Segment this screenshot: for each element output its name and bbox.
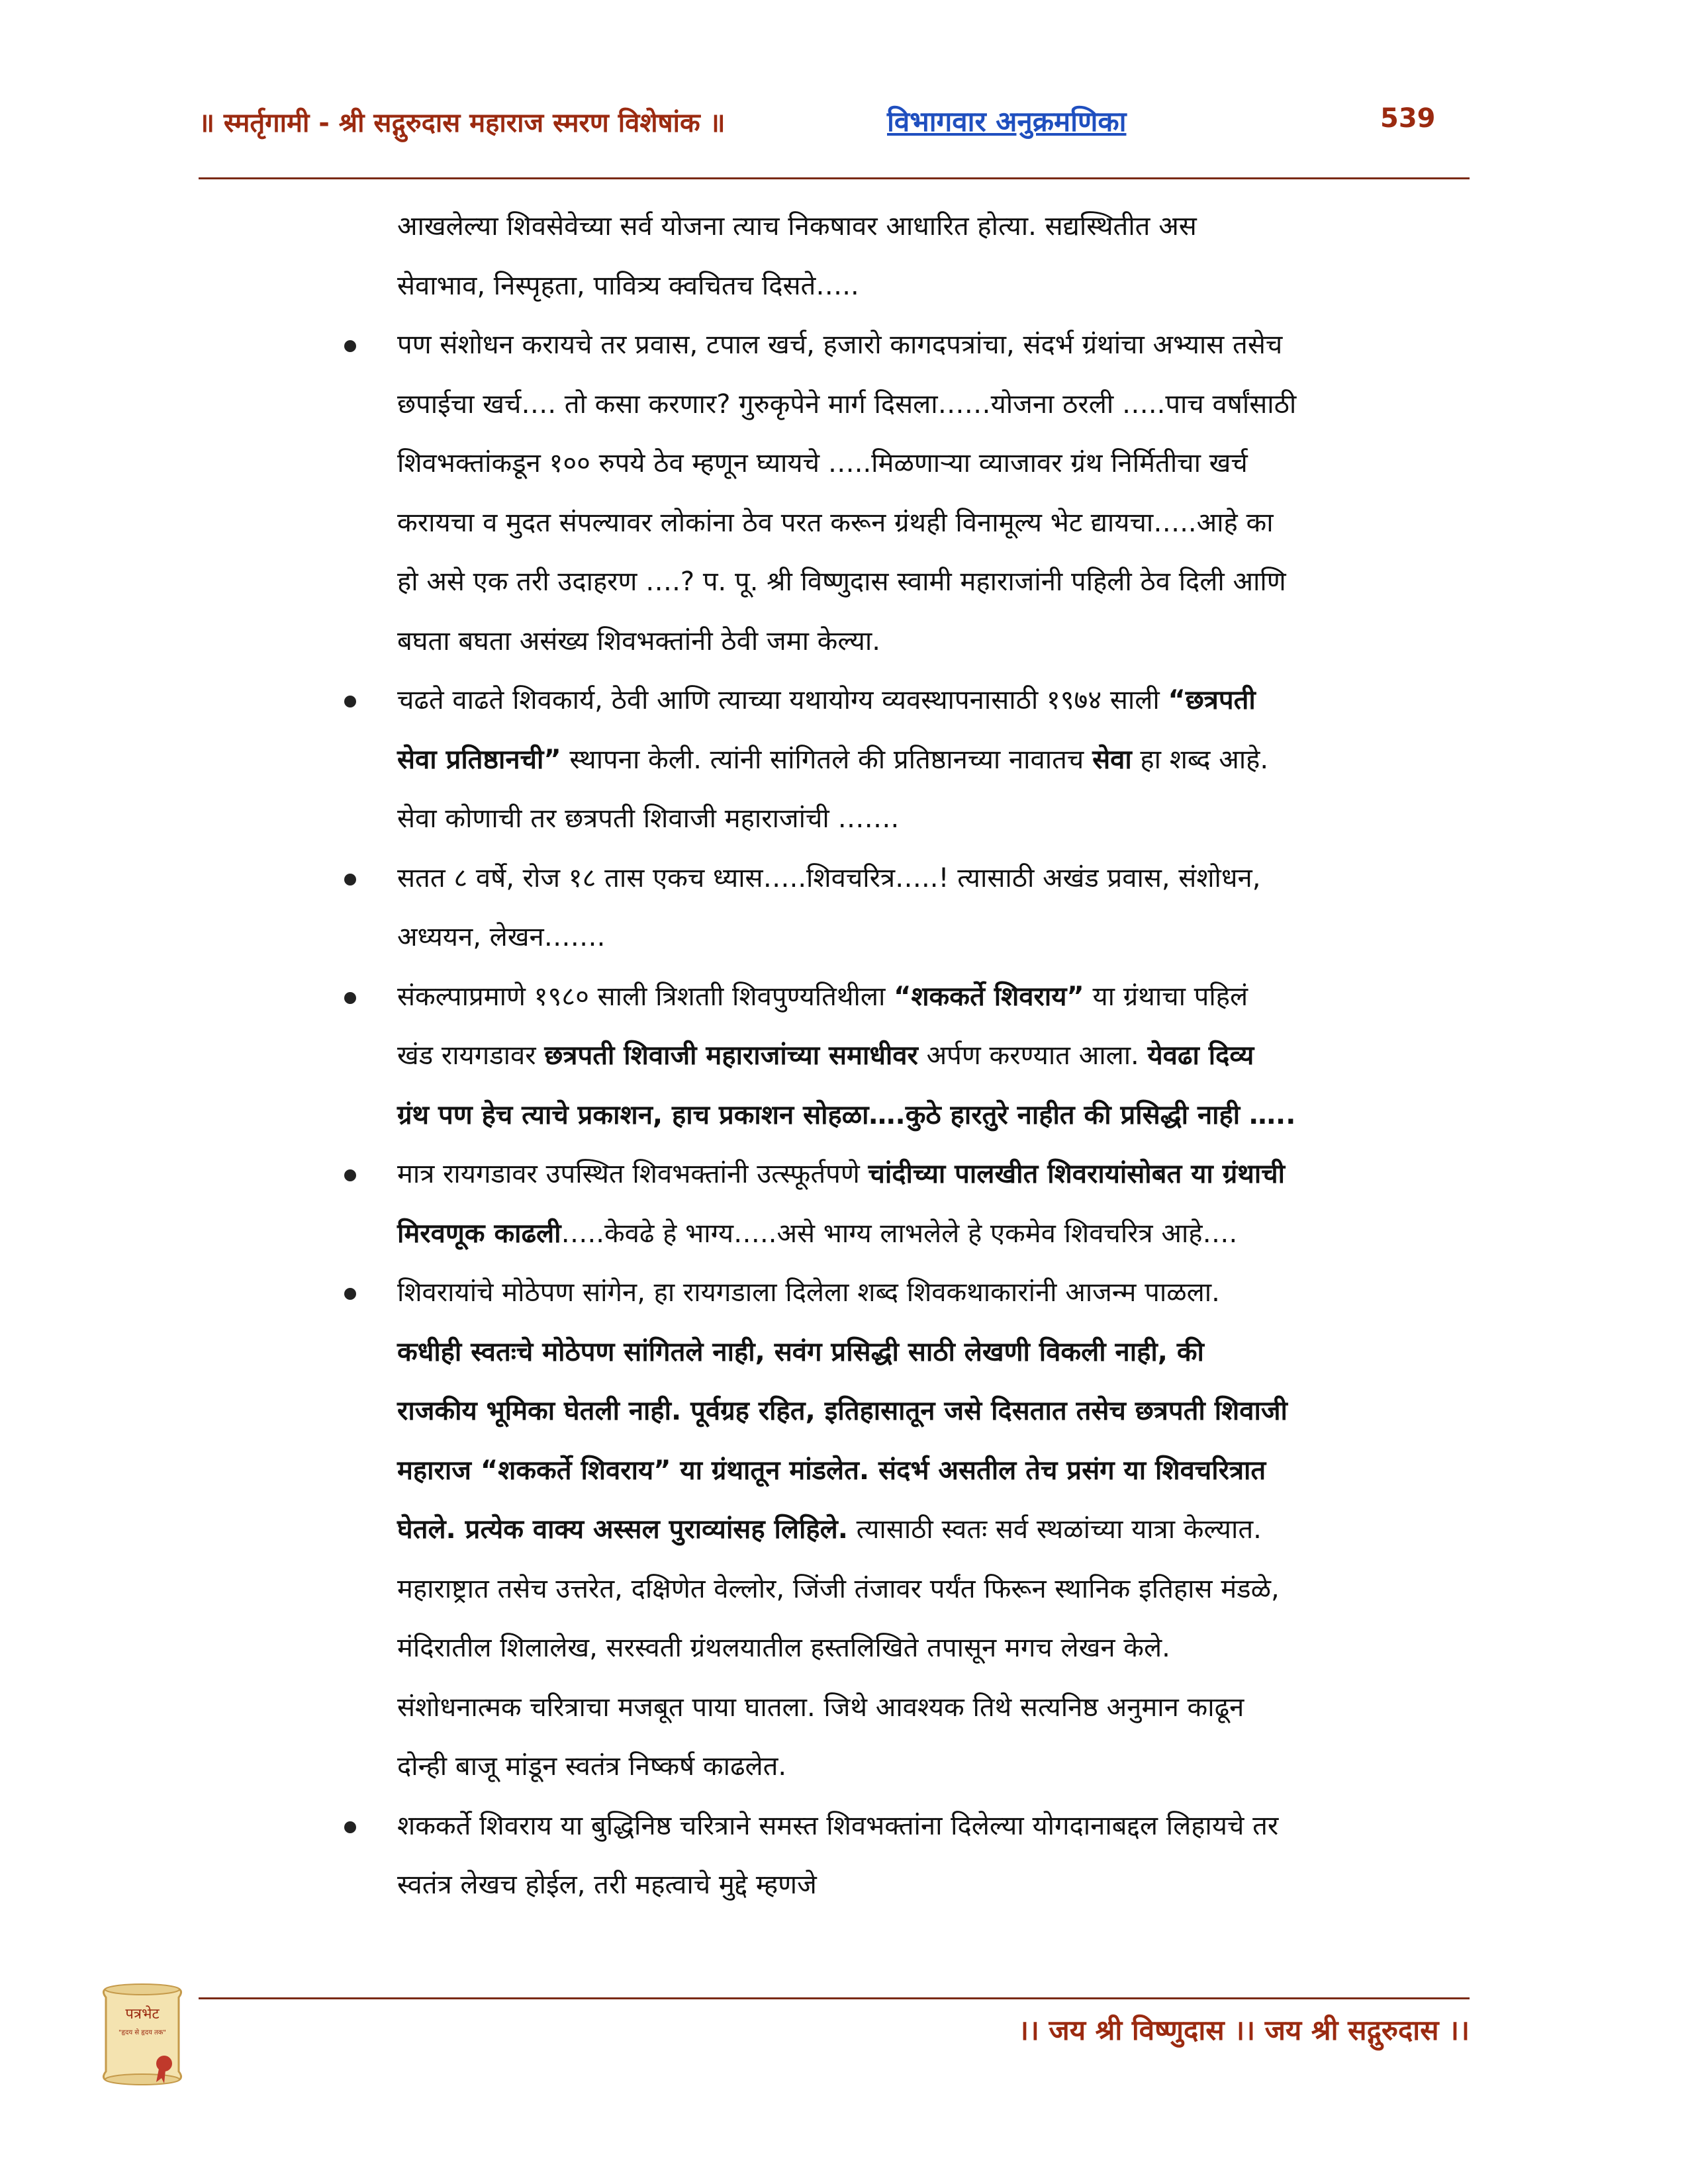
intro-line-1: आखलेल्या शिवसेवेच्या सर्व योजना त्याच निकषावर आधारित होत्या. सद्यस्थितीत अस xyxy=(397,211,1197,242)
section-index-link[interactable]: विभागवार अनुक्रमणिका xyxy=(887,105,1127,138)
list-item: चढते वाढते शिवकार्य, ठेवी आणि त्याच्या यथायोग्य व्यवस्थापनासाठी १९७४ साली “छत्रपती सेवा प्रतिष्ठानची” स्थापना केली. त्यांनी सांगितले की प्रतिष्ठानच्या नावातच सेवा हा शब्द आहे. सेवा कोणाची तर छत्रपती शिवाजी महाराजांची ……. xyxy=(344,671,1483,849)
bold-text: चांदीच्या पालखीत शिवरायांसोबत या ग्रंथाची xyxy=(868,1159,1285,1189)
intro-paragraph xyxy=(344,197,1483,316)
bold-text: येवढा दिव्य xyxy=(1147,1040,1254,1071)
bullet-icon xyxy=(344,696,356,707)
bold-text: महाराज “शककर्ते शिवराय” या ग्रंथातून मांडलेत. संदर्भ असतील तेच प्रसंग या शिवचरित्रात xyxy=(397,1455,1266,1486)
bold-text: घेतले. प्रत्येक वाक्य अस्सल पुराव्यांसह लिहिले. xyxy=(397,1514,848,1545)
bullet-icon xyxy=(344,1288,356,1300)
bullet-list xyxy=(344,316,1483,1915)
header-divider xyxy=(199,177,1470,179)
page-number: 539 xyxy=(1380,103,1436,134)
bullet-icon xyxy=(344,1169,356,1181)
bold-text: सेवा प्रतिष्ठानची” xyxy=(397,744,561,775)
list-item: संकल्पाप्रमाणे १९८० साली त्रिशताी शिवपुण्यतिथीला “शककर्ते शिवराय” या ग्रंथाचा पहिलं खंड रायगडावर छत्रपती शिवाजी महाराजांच्या समाधीवर अर्पण करण्यात आला. येवढा दिव्य ग्रंथ पण हेच त्याचे प्रकाशन, हाच प्रकाशन सोहळा….कुठे हारतुरे नाहीत की प्रसिद्धी नाही ….. xyxy=(344,968,1483,1146)
bullet-icon xyxy=(344,1821,356,1833)
list-item: शिवरायांचे मोठेपण सांगेन, हा रायगडाला दिलेला शब्द शिवकथाकारांनी आजन्म पाळला. कधीही स्वतःचे मोठेपण सांगितले नाही, सवंग प्रसिद्धी साठी लेखणी विकली नाही, की राजकीय भूमिका घेतली नाही. पूर्वग्रह रहित, इतिहासातून जसे दिसतात तसेच छत्रपती शिवाजी महाराज “शककर्ते शिवराय” या ग्रंथातून मांडलेत. संदर्भ असतील तेच प्रसंग या शिवचरित्रात घेतले. प्रत्येक वाक्य अस्सल पुराव्यांसह लिहिले. त्यासाठी स्वतः सर्व स्थळांच्या यात्रा केल्यात. महाराष्ट्रात तसेच उत्तरेत, दक्षिणेत वेल्लोर, जिंजी तंजावर पर्यंत फिरून स्थानिक इतिहास मंडळे, मंदिरातील शिलालेख, सरस्वती ग्रंथलयातील हस्तलिखिते तपासून मगच लेखन केले. संशोधनात्मक चरित्राचा मजबूत पाया घातला. जिथे आवश्यक तिथे सत्यनिष्ठ अनुमान काढून दोन्ही बाजू मांडून स्वतंत्र निष्कर्ष काढलेत. xyxy=(344,1263,1483,1797)
bold-text: कधीही स्वतःचे मोठेपण सांगितले नाही, सवंग प्रसिद्धी साठी लेखणी विकली नाही, की xyxy=(397,1336,1204,1367)
bold-text: सेवा xyxy=(1092,744,1132,775)
bold-text: राजकीय भूमिका घेतली नाही. पूर्वग्रह रहित, इतिहासातून जसे दिसतात तसेच छत्रपती शिवाजी xyxy=(397,1396,1288,1426)
svg-text:"हृदय से हृदय तक": "हृदय से हृदय तक" xyxy=(118,2029,167,2036)
bold-text: छत्रपती शिवाजी महाराजांच्या समाधीवर xyxy=(544,1040,918,1071)
intro-line-2: सेवाभाव, निस्पृहता, पावित्र्य क्वचितच दिसते….. xyxy=(397,270,859,301)
bullet-icon xyxy=(344,992,356,1004)
patrabhet-scroll-logo xyxy=(86,1979,199,2091)
svg-text:पत्रभेट: पत्रभेट xyxy=(125,2006,160,2023)
list-item: पण संशोधन करायचे तर प्रवास, टपाल खर्च, हजारो कागदपत्रांचा, संदर्भ ग्रंथांचा अभ्यास तसेच छपाईचा खर्च…. तो कसा करणार? गुरुकृपेने मार्ग दिसला……योजना ठरली …..पाच वर्षांसाठी शिवभक्तांकडून १०० रुपये ठेव म्हणून घ्यायचे …..मिळणाऱ्या व्याजावर ग्रंथ निर्मितीचा खर्च करायचा व मुदत संपल्यावर लोकांना ठेव परत करून ग्रंथही विनामूल्य भेट द्यायचा…..आहे का हो असे एक तरी उदाहरण ….? प. पू. श्री विष्णुदास स्वामी महाराजांनी पहिली ठेव दिली आणि बघता बघता असंख्य शिवभक्तांनी ठेवी जमा केल्या. xyxy=(344,316,1483,671)
bold-text: मिरवणूक काढली xyxy=(397,1218,561,1249)
page-header xyxy=(192,99,1470,146)
bold-text: “शककर्ते शिवराय” xyxy=(894,981,1084,1012)
list-item: सतत ८ वर्षे, रोज १८ तास एकच ध्यास…..शिवचरित्र…..! त्यासाठी अखंड प्रवास, संशोधन, अध्ययन, लेखन……. xyxy=(344,849,1483,968)
list-item: शककर्ते शिवराय या बुद्धिनिष्ठ चरित्राने समस्त शिवभक्तांना दिलेल्या योगदानाबद्दल लिहायचे तर स्वतंत्र लेखच होईल, तरी महत्वाचे मुद्दे म्हणजे xyxy=(344,1797,1483,1915)
bullet-icon xyxy=(344,340,356,352)
footer-divider xyxy=(199,1997,1470,1999)
list-item: मात्र रायगडावर उपस्थित शिवभक्तांनी उत्स्फूर्तपणे चांदीच्या पालखीत शिवरायांसोबत या ग्रंथाची मिरवणूक काढली…..केवढे हे भाग्य…..असे भाग्य लाभलेले हे एकमेव शिवचरित्र आहे…. xyxy=(344,1145,1483,1263)
bullet-icon xyxy=(344,874,356,886)
magazine-title: ॥ स्मर्तृगामी - श्री सद्गुरुदास महाराज स्मरण विशेषांक ॥ xyxy=(199,108,726,138)
bold-text: ग्रंथ पण हेच त्याचे प्रकाशन, हाच प्रकाशन सोहळा….कुठे हारतुरे नाहीत की प्रसिद्धी नाही ….. xyxy=(397,1099,1296,1130)
bold-text: “छत्रपती xyxy=(1168,685,1256,715)
article-body xyxy=(344,197,1483,1915)
footer-blessing: ।। जय श्री विष्णुदास ।। जय श्री सद्गुरुदास ।। xyxy=(1018,2014,1470,2046)
